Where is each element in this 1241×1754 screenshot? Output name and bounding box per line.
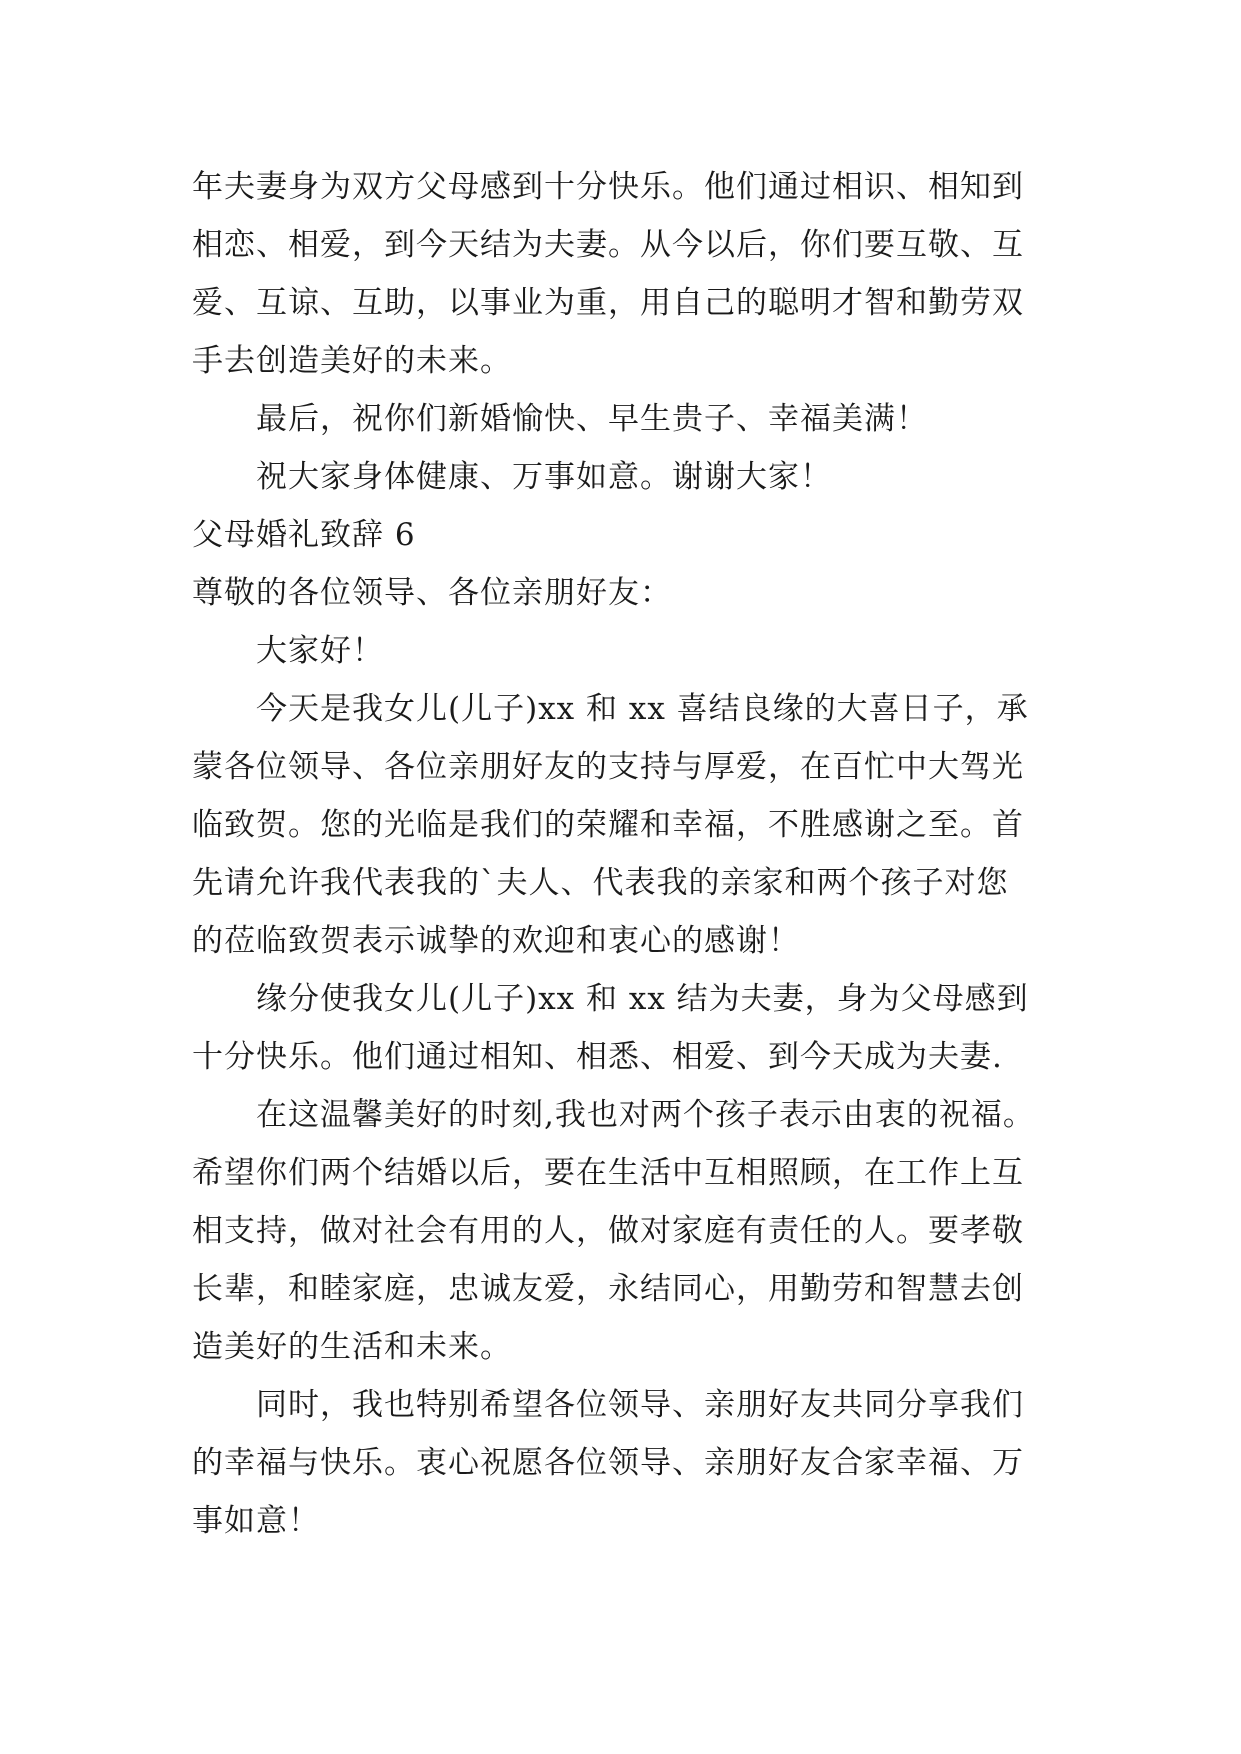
text-line: 相恋、相爱，到今天结为夫妻。从今以后，你们要互敬、互 <box>192 227 1024 263</box>
text-line: 长辈，和睦家庭，忠诚友爱，永结同心，用勤劳和智慧去创 <box>192 1271 1024 1307</box>
text-line: 同时，我也特别希望各位领导、亲朋好友共同分享我们 <box>256 1387 1024 1423</box>
text-line: 临致贺。您的光临是我们的荣耀和幸福，不胜感谢之至。首 <box>192 807 1024 843</box>
text-line: 先请允许我代表我的`夫人、代表我的亲家和两个孩子对您 <box>192 865 1009 901</box>
salutation: 尊敬的各位领导、各位亲朋好友： <box>192 575 672 611</box>
document-body <box>192 158 1072 1550</box>
text-line: 最后，祝你们新婚愉快、早生贵子、幸福美满！ <box>256 401 928 437</box>
text-line: 的幸福与快乐。衷心祝愿各位领导、亲朋好友合家幸福、万 <box>192 1445 1024 1481</box>
text-line: 希望你们两个结婚以后，要在生活中互相照顾，在工作上互 <box>192 1155 1024 1191</box>
text-line: 今天是我女儿(儿子)xx 和 xx 喜结良缘的大喜日子，承 <box>256 691 1029 727</box>
text-line: 蒙各位领导、各位亲朋好友的支持与厚爱，在百忙中大驾光 <box>192 749 1024 785</box>
text-line: 手去创造美好的未来。 <box>192 343 512 379</box>
greeting: 大家好！ <box>256 633 384 669</box>
text-line: 相支持，做对社会有用的人，做对家庭有责任的人。要孝敬 <box>192 1213 1024 1249</box>
text-line: 年夫妻身为双方父母感到十分快乐。他们通过相识、相知到 <box>192 169 1024 205</box>
section-heading: 父母婚礼致辞 6 <box>192 517 416 553</box>
text-line: 的莅临致贺表示诚挚的欢迎和衷心的感谢！ <box>192 923 800 959</box>
text-line: 缘分使我女儿(儿子)xx 和 xx 结为夫妻，身为父母感到 <box>256 981 1029 1017</box>
text-line: 在这温馨美好的时刻,我也对两个孩子表示由衷的祝福。 <box>256 1097 1035 1133</box>
text-line: 事如意！ <box>192 1503 320 1539</box>
text-line: 祝大家身体健康、万事如意。谢谢大家！ <box>256 459 832 495</box>
text-line: 爱、互谅、互助，以事业为重，用自己的聪明才智和勤劳双 <box>192 285 1024 321</box>
text-line: 十分快乐。他们通过相知、相悉、相爱、到今天成为夫妻. <box>192 1039 1003 1075</box>
text-line: 造美好的生活和未来。 <box>192 1329 512 1365</box>
